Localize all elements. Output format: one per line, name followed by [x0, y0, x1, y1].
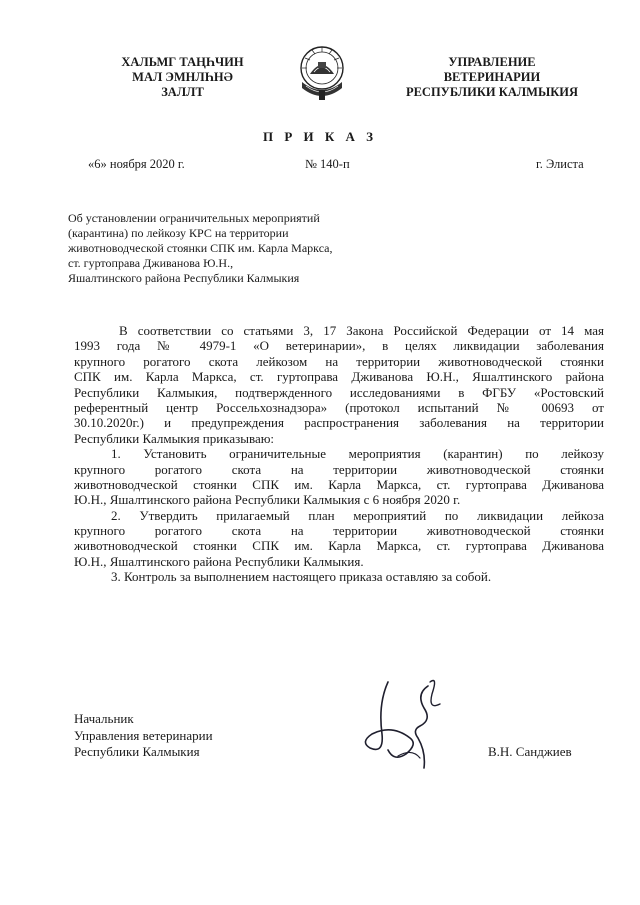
- body-line: 30.10.2020г.) и предупреждения распространения заболевания на территории: [74, 415, 604, 431]
- body-line: Республики Калмыкия, подтвержденного исследованиями в ФГБУ «Ростовский: [74, 384, 604, 400]
- item-2-line: Ю.Н., Яшалтинского района Республики Калмыкия.: [74, 553, 364, 569]
- body-line: референтный центр Россельхознадзора» (протокол испытаний № 00693 от: [74, 399, 604, 415]
- item-2-line: крупного рогатого скота на территории животноводческой стоянки: [74, 523, 604, 539]
- subject-line: (карантина) по лейкозу КРС на территории: [68, 226, 289, 240]
- subject-line: ст. гуртоправа Дживанова Ю.Н.,: [68, 256, 234, 270]
- item-2-line: 2. Утвердить прилагаемый план мероприятий по ликвидации лейкоза: [111, 507, 604, 523]
- position-line: Начальник: [74, 711, 134, 726]
- subject-line: животноводческой стоянки СПК им. Карла Маркса,: [68, 241, 333, 255]
- item-1-line: 1. Установить ограничительные мероприятия (карантин) по лейкозу: [111, 446, 604, 462]
- subject-line: Яшалтинского района Республики Калмыкия: [68, 271, 300, 285]
- handwritten-signature: [358, 664, 458, 774]
- signatory-name: В.Н. Санджиев: [488, 744, 572, 759]
- order-subject: [68, 211, 428, 286]
- header-left-line: МАЛ ЭМНЛҺНӘ: [132, 70, 233, 84]
- position-line: Управления ветеринарии: [74, 727, 213, 743]
- subject-line: Об установлении ограничительных мероприятий: [68, 211, 320, 225]
- signatory-position: [74, 711, 213, 761]
- order-date: «6» ноября 2020 г.: [88, 157, 185, 171]
- document-title: П Р И К А З: [262, 129, 378, 144]
- header-right-line: УПРАВЛЕНИЕ: [448, 55, 536, 69]
- body-line: 1993 года № 4979-1 «О ветеринарии», в целях ликвидации заболевания: [74, 338, 604, 354]
- body-line: крупного рогатого скота лейкозом на территории животноводческой стоянки: [74, 353, 604, 369]
- kalmykia-coat-of-arms-icon: [296, 42, 348, 106]
- body-line: СПК им. Карла Маркса, ст. гуртоправа Дживанова Ю.Н., Яшалтинского района: [74, 369, 604, 385]
- order-body: [74, 323, 604, 585]
- order-city: г. Элиста: [536, 157, 584, 171]
- header-right-line: РЕСПУБЛИКИ КАЛМЫКИЯ: [405, 85, 579, 99]
- item-3-line: 3. Контроль за выполнением настоящего приказа оставляю за собой.: [111, 569, 492, 585]
- position-line: Республики Калмыкия: [74, 744, 200, 759]
- body-line: Республики Калмыкия приказываю:: [74, 430, 275, 446]
- header-right-line: ВЕТЕРИНАРИИ: [443, 70, 541, 84]
- header-kalmyk-org: [90, 55, 275, 100]
- order-number: № 140-п: [305, 157, 350, 171]
- item-1-line: животноводческой стоянки СПК им. Карла Маркса, ст. гуртоправа Дживанова: [74, 476, 604, 492]
- item-2-line: животноводческой стоянки СПК им. Карла Маркса, ст. гуртоправа Дживанова: [74, 538, 604, 554]
- header-left-line: ЗАЛЛТ: [161, 85, 204, 99]
- body-line: В соответствии со статьями 3, 17 Закона Российской Федерации от 14 мая: [119, 323, 604, 338]
- item-1-line: Ю.Н., Яшалтинского района Республики Калмыкия с 6 ноября 2020 г.: [74, 492, 461, 508]
- header-russian-org: [392, 55, 592, 100]
- header-left-line: ХАЛЬМГ ТАҢҺЧИН: [121, 55, 244, 69]
- item-1-line: крупного рогатого скота на территории животноводческой стоянки: [74, 461, 604, 477]
